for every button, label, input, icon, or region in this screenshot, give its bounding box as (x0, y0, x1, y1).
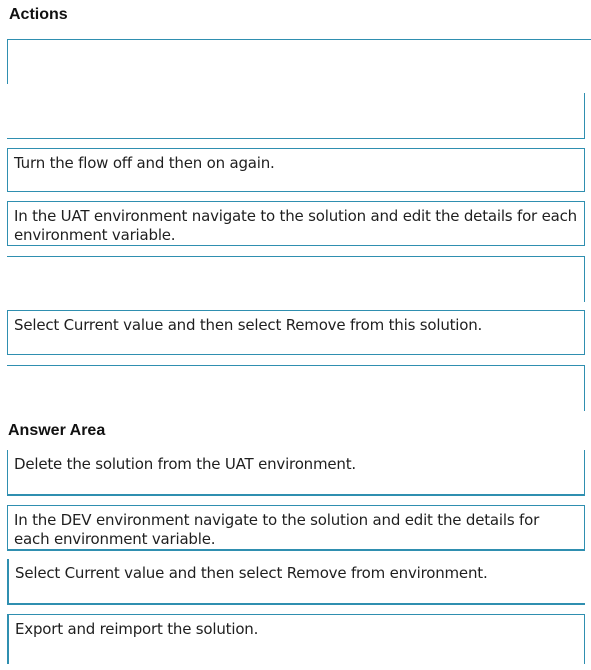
action-item-turn-flow-off-on[interactable] (7, 148, 585, 192)
answer-item-text: In the DEV environment navigate to the solution and edit the details for each environment variable. (14, 511, 540, 548)
answer-item-delete-solution-uat[interactable] (7, 450, 585, 496)
action-item-text: In the UAT environment navigate to the solution and edit the details for each environment variable. (14, 207, 577, 244)
actions-heading: Actions (9, 6, 68, 23)
action-item-remove-from-solution[interactable] (7, 310, 585, 355)
action-item-text: Turn the flow off and then on again. (14, 154, 275, 172)
action-slot-7[interactable] (7, 365, 585, 411)
action-item-uat-edit-env-vars[interactable] (7, 201, 585, 246)
answer-item-remove-from-environment[interactable] (7, 559, 585, 605)
answer-item-text: Delete the solution from the UAT environment. (14, 455, 356, 473)
answer-item-export-reimport[interactable] (7, 614, 585, 664)
answer-area-heading: Answer Area (8, 422, 106, 439)
answer-item-dev-edit-env-vars[interactable] (7, 505, 585, 551)
action-item-text: Select Current value and then select Remove from this solution. (14, 316, 483, 334)
answer-item-text: Select Current value and then select Remove from environment. (15, 564, 488, 582)
action-slot-1[interactable] (7, 39, 591, 84)
action-slot-2[interactable] (7, 93, 585, 139)
answer-item-text: Export and reimport the solution. (15, 620, 259, 638)
action-slot-5[interactable] (7, 256, 585, 302)
